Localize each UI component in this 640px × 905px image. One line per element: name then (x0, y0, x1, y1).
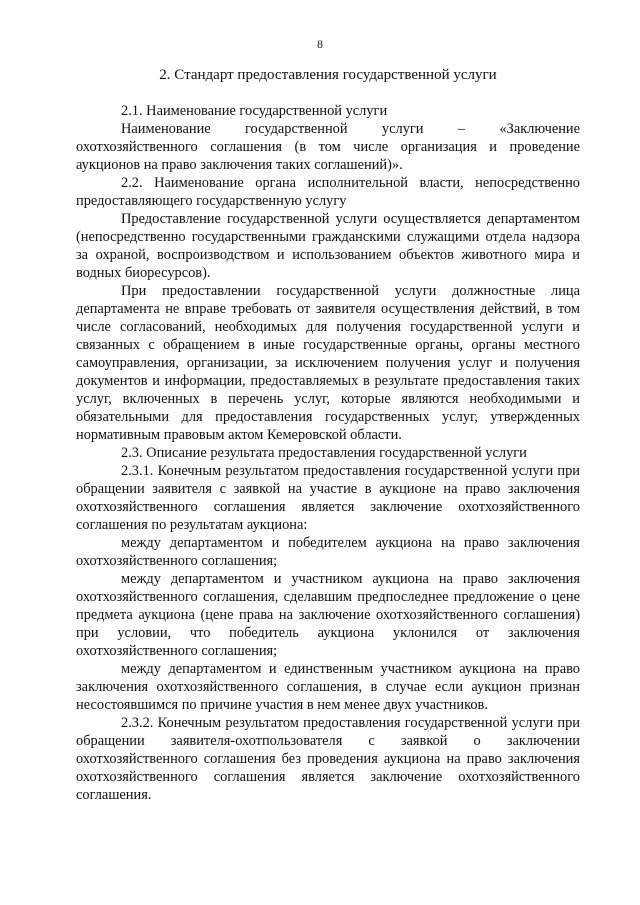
section-title: 2. Стандарт предоставления государственной услуги (159, 67, 497, 83)
paragraph: 2.1. Наименование государственной услуги (121, 103, 388, 119)
paragraph: 2.3. Описание результата предоставления государственной услуги (121, 445, 527, 461)
paragraph: Предоставление государственной услуги осуществляется департаментом (непосредственно государственными гражданскими служащими отдела надзора за охраной, воспроизводством и использованием объектов животного мира и водных биоресурсов). (76, 211, 580, 281)
paragraph: Наименование государственной услуги – «Заключение охотхозяйственного соглашения (в том числе организация и проведение аукционов на право заключения таких соглашений)». (76, 121, 580, 173)
page-number: 8 (317, 37, 323, 51)
paragraph: 2.3.1. Конечным результатом предоставления государственной услуги при обращении заявителя с заявкой на участие в аукционе на право заключения охотхозяйственного соглашения является заключение охотхозяйственного соглашения по результатам аукциона: (76, 463, 580, 533)
paragraph: между департаментом и победителем аукциона на право заключения охотхозяйственного соглашения; (76, 535, 580, 569)
paragraph: 2.2. Наименование органа исполнительной власти, непосредственно предоставляющего государственную услугу (76, 175, 580, 209)
body-text (76, 102, 580, 804)
paragraph: между департаментом и участником аукциона на право заключения охотхозяйственного соглашения, сделавшим предпоследнее предложение о цене предмета аукциона (цене права на заключение охотхозяйственного соглашения) при условии, что победитель аукциона уклонился от заключения охотхозяйственного соглашения; (76, 571, 580, 659)
paragraph: между департаментом и единственным участником аукциона на право заключения охотхозяйственного соглашения, в случае если аукцион признан несостоявшимся по причине участия в нем менее двух участников. (76, 661, 580, 713)
paragraph: 2.3.2. Конечным результатом предоставления государственной услуги при обращении заявителя-охотпользователя с заявкой о заключении охотхозяйственного соглашения без проведения аукциона на право заключения охотхозяйственного соглашения является заключение охотхозяйственного соглашения. (76, 715, 580, 803)
paragraph: При предоставлении государственной услуги должностные лица департамента не вправе требовать от заявителя осуществления действий, в том числе согласований, необходимых для получения государственной услуги и связанных с обращением в иные государственные органы, органы местного самоуправления, организации, за исключением получения услуг и получения документов и информации, предоставляемых в результате предоставления таких услуг, включенных в перечень услуг, которые являются необходимыми и обязательными для предоставления государственных услуг, утвержденных нормативным правовым актом Кемеровской области. (76, 283, 580, 443)
